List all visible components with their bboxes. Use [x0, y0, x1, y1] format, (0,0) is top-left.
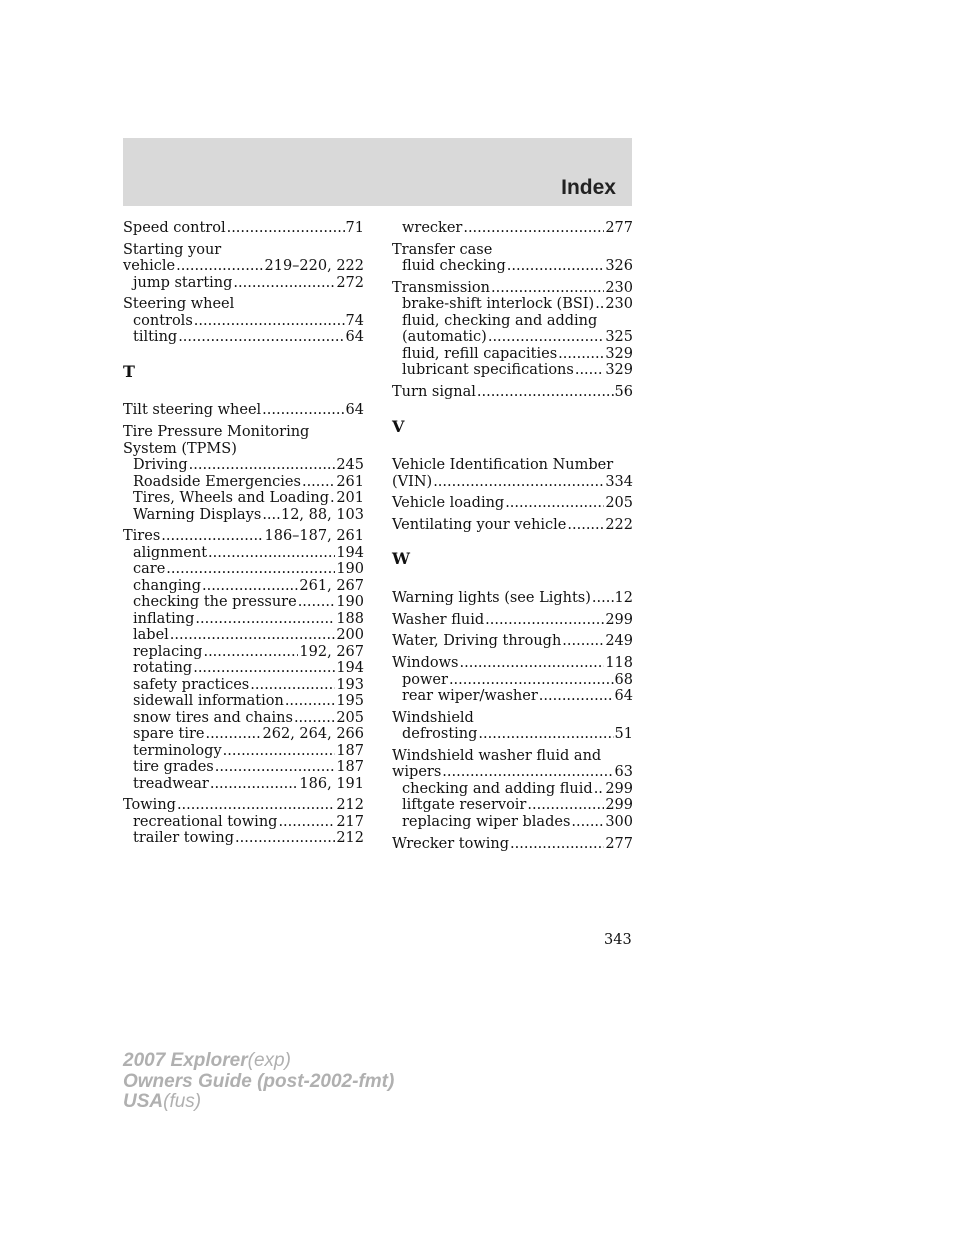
index-entry	[392, 590, 633, 607]
index-row	[392, 633, 633, 650]
entry-label: alignment	[133, 544, 208, 561]
index-row	[392, 612, 633, 629]
index-row	[392, 655, 633, 672]
index-entry	[392, 495, 633, 512]
index-row	[123, 797, 364, 814]
footer-model-code: (exp)	[247, 1050, 291, 1071]
index-subentry	[123, 776, 364, 793]
dot-leader	[527, 797, 604, 814]
index-subentry	[392, 672, 633, 689]
index-entry	[392, 710, 633, 743]
entry-page-ref: 329	[605, 362, 633, 379]
entry-label: (VIN)	[392, 473, 433, 490]
footer-line-1	[123, 1051, 394, 1072]
entry-label: brake-shift interlock (BSI)	[402, 296, 595, 313]
index-subentry	[123, 677, 364, 694]
dot-leader	[594, 781, 605, 798]
entry-label: care	[133, 561, 166, 578]
entry-label: tilting	[133, 329, 178, 346]
entry-label: Wrecker towing	[392, 835, 510, 852]
dot-leader	[463, 220, 604, 237]
dot-leader	[507, 258, 605, 275]
index-row	[392, 280, 633, 297]
entry-label: vehicle	[123, 258, 176, 275]
dot-leader	[210, 776, 299, 793]
entry-page-ref: 64	[345, 329, 364, 346]
index-entry	[123, 424, 364, 523]
index-subentry	[123, 594, 364, 611]
entry-page-ref: 212	[336, 797, 364, 814]
index-row	[123, 402, 364, 419]
entry-label: rotating	[133, 660, 193, 677]
dot-leader	[250, 677, 335, 694]
index-subentry	[123, 710, 364, 727]
entry-label: treadwear	[133, 775, 209, 792]
index-entry	[392, 748, 633, 831]
dot-leader	[194, 313, 345, 330]
section-title: Index	[561, 176, 616, 199]
index-column-right	[392, 220, 633, 857]
index-subentry	[392, 688, 633, 705]
index-text-line: Windshield	[392, 709, 474, 726]
entry-label: label	[133, 627, 169, 644]
dot-leader	[166, 561, 335, 578]
index-subentry	[392, 346, 633, 363]
entry-page-ref: 194	[336, 544, 364, 561]
index-row	[392, 517, 633, 534]
entry-page-ref: 190	[336, 594, 364, 611]
entry-page-ref: 217	[336, 813, 364, 830]
entry-page-ref: 219–220, 222	[264, 258, 364, 275]
index-entry	[123, 528, 364, 792]
entry-page-ref: 326	[605, 258, 633, 275]
entry-page-ref: 212	[336, 830, 364, 847]
index-entry	[392, 280, 633, 379]
index-entry	[392, 517, 633, 534]
entry-label: snow tires and chains	[133, 709, 293, 726]
entry-label: spare tire	[133, 726, 205, 743]
entry-label: fluid checking	[402, 258, 506, 275]
entry-page-ref: 71	[345, 220, 364, 236]
index-entry	[392, 655, 633, 705]
footer	[123, 1051, 394, 1113]
dot-leader	[330, 490, 335, 507]
index-subentry	[123, 329, 364, 346]
index-column-left	[123, 220, 364, 852]
entry-page-ref: 12	[614, 589, 633, 606]
index-row	[123, 258, 364, 275]
entry-page-ref: 64	[614, 688, 633, 704]
dot-leader	[558, 346, 604, 363]
entry-label: controls	[133, 312, 193, 329]
index-entry	[392, 384, 633, 401]
dot-leader	[193, 660, 335, 677]
entry-label: jump starting	[133, 274, 233, 291]
footer-line-2	[123, 1072, 394, 1093]
entry-page-ref: 187	[336, 742, 364, 759]
index-entry	[392, 457, 633, 490]
index-subentry	[123, 830, 364, 847]
index-entry	[123, 402, 364, 419]
index-subentry	[123, 490, 364, 507]
entry-label: safety practices	[133, 676, 250, 693]
entry-label: Speed control	[123, 220, 226, 236]
entry-label: checking the pressure	[133, 594, 297, 611]
entry-label: Tires	[123, 528, 161, 545]
dot-leader	[294, 710, 335, 727]
entry-label: tire grades	[133, 759, 214, 776]
dot-leader	[571, 814, 604, 831]
entry-page-ref: 193	[336, 676, 364, 693]
dot-leader	[227, 220, 345, 237]
index-entry	[123, 220, 364, 237]
entry-label: sidewall information	[133, 693, 284, 710]
index-row	[392, 836, 633, 853]
section-letter: W	[392, 549, 410, 569]
dot-leader	[278, 814, 335, 831]
index-subentry	[392, 814, 633, 831]
entry-page-ref: 64	[345, 402, 364, 419]
entry-page-ref: 230	[605, 296, 633, 313]
entry-label: Warning Displays	[133, 506, 262, 523]
index-subentry	[123, 726, 364, 743]
index-text-line: Transfer case	[392, 241, 493, 258]
section-letter: V	[392, 416, 405, 436]
index-subentry	[123, 627, 364, 644]
dot-leader	[223, 743, 336, 760]
entry-label: checking and adding fluid	[402, 780, 593, 797]
index-row	[392, 384, 633, 401]
index-subentry	[123, 611, 364, 628]
entry-label: wrecker	[402, 220, 463, 236]
entry-page-ref: 12, 88, 103	[280, 506, 364, 523]
index-row	[392, 495, 633, 512]
index-subentry	[123, 814, 364, 831]
dot-leader	[262, 402, 344, 419]
index-row	[123, 528, 364, 545]
dot-leader	[170, 627, 336, 644]
entry-page-ref: 299	[605, 780, 633, 797]
dot-leader	[460, 655, 605, 672]
index-subentry	[392, 329, 633, 346]
entry-label: power	[402, 671, 448, 688]
entry-label: inflating	[133, 610, 195, 627]
dot-leader	[202, 578, 298, 595]
header-band	[123, 138, 632, 206]
entry-page-ref: 249	[605, 633, 633, 650]
dot-leader	[176, 258, 263, 275]
index-text-line: Steering wheel	[123, 296, 235, 313]
entry-page-ref: 334	[605, 473, 633, 490]
index-subentry	[123, 545, 364, 562]
index-subentry	[123, 644, 364, 661]
index-entry	[392, 242, 633, 275]
index-subentry	[392, 258, 633, 275]
entry-label: recreational towing	[133, 813, 278, 830]
entry-label: fluid, refill capacities	[402, 345, 558, 362]
entry-label: (automatic)	[402, 329, 487, 346]
index-entry	[392, 612, 633, 629]
entry-page-ref: 118	[605, 655, 633, 671]
entry-label: Towing	[123, 797, 176, 814]
dot-leader	[215, 759, 336, 776]
dot-leader	[539, 688, 614, 705]
dot-leader	[433, 474, 604, 491]
index-subentry	[123, 693, 364, 710]
entry-label: Ventilating your vehicle	[392, 516, 567, 533]
entry-label: rear wiper/washer	[402, 688, 538, 704]
dot-leader	[233, 275, 335, 292]
dot-leader	[195, 611, 335, 628]
index-row	[123, 220, 364, 237]
index-row	[392, 764, 633, 781]
index-subentry	[123, 660, 364, 677]
entry-label: Tires, Wheels and Loading	[133, 490, 329, 507]
entry-page-ref: 299	[605, 797, 633, 814]
entry-page-ref: 299	[605, 611, 633, 628]
index-subentry	[123, 743, 364, 760]
dot-leader	[235, 830, 335, 847]
dot-leader	[449, 672, 614, 689]
entry-label: replacing	[133, 643, 203, 660]
entry-page-ref: 187	[336, 759, 364, 776]
entry-page-ref: 192, 267	[299, 643, 364, 660]
index-subentry	[123, 759, 364, 776]
index-subentry	[123, 474, 364, 491]
dot-leader	[189, 457, 336, 474]
index-subentry	[123, 457, 364, 474]
entry-label: terminology	[133, 742, 222, 759]
index-subentry	[392, 362, 633, 379]
dot-leader	[478, 726, 613, 743]
entry-label: Vehicle loading	[392, 495, 505, 512]
dot-leader	[298, 594, 336, 611]
entry-page-ref: 261	[336, 473, 364, 490]
entry-label: wipers	[392, 764, 442, 781]
index-subentry	[123, 507, 364, 524]
dot-leader	[178, 329, 344, 346]
index-row	[392, 474, 633, 491]
footer-model: 2007 Explorer	[123, 1050, 248, 1071]
index-text-line: fluid, checking and adding	[402, 312, 598, 329]
entry-page-ref: 63	[614, 764, 633, 781]
entry-label: lubricant specifications	[402, 362, 574, 379]
entry-page-ref: 245	[336, 457, 364, 474]
index-entry	[123, 296, 364, 346]
index-subentry	[392, 296, 633, 313]
entry-page-ref: 190	[336, 561, 364, 578]
entry-page-ref: 205	[336, 709, 364, 726]
dot-leader	[567, 517, 604, 534]
index-entry	[392, 836, 633, 853]
dot-leader	[285, 693, 335, 710]
entry-label: Roadside Emergencies	[133, 473, 301, 490]
dot-leader	[302, 474, 335, 491]
entry-page-ref: 262, 264, 266	[262, 726, 364, 743]
entry-page-ref: 222	[605, 516, 633, 533]
entry-label: trailer towing	[133, 830, 235, 847]
entry-label: Driving	[133, 457, 188, 474]
dot-leader	[205, 726, 261, 743]
entry-label: liftgate reservoir	[402, 797, 527, 814]
entry-page-ref: 205	[605, 495, 633, 512]
index-row	[392, 590, 633, 607]
index-entry	[392, 220, 633, 237]
index-subentry	[392, 781, 633, 798]
entry-page-ref: 201	[336, 490, 364, 507]
dot-leader	[595, 296, 604, 313]
index-text-line: Starting your	[123, 241, 222, 258]
index-subentry	[392, 220, 633, 237]
dot-leader	[208, 545, 335, 562]
dot-leader	[488, 329, 604, 346]
entry-label: Turn signal	[392, 384, 476, 401]
entry-page-ref: 194	[336, 660, 364, 677]
footer-line-3	[123, 1092, 394, 1113]
entry-label: Water, Driving through	[392, 633, 562, 650]
section-letter: T	[123, 361, 135, 381]
entry-page-ref: 56	[614, 384, 633, 401]
dot-leader	[510, 836, 604, 853]
index-subentry	[123, 275, 364, 292]
dot-leader	[203, 644, 298, 661]
entry-label: Windows	[392, 655, 459, 671]
footer-guide: Owners Guide (post-2002-fmt)	[123, 1070, 395, 1092]
entry-label: Washer fluid	[392, 611, 485, 628]
index-text-line: Tire Pressure Monitoring	[123, 424, 310, 441]
entry-label: defrosting	[402, 726, 478, 743]
index-entry	[392, 633, 633, 650]
entry-label: Tilt steering wheel	[123, 402, 262, 419]
index-entry	[123, 797, 364, 847]
dot-leader	[177, 797, 335, 814]
index-text-line: Windshield washer fluid and	[392, 747, 602, 764]
entry-page-ref: 200	[336, 627, 364, 644]
entry-page-ref: 261, 267	[299, 577, 364, 594]
dot-leader	[477, 384, 614, 401]
entry-page-ref: 74	[345, 312, 364, 329]
entry-page-ref: 300	[605, 813, 633, 830]
index-text-line: Vehicle Identification Number	[392, 457, 614, 474]
entry-page-ref: 325	[605, 329, 633, 346]
page-number: 343	[604, 932, 632, 948]
entry-page-ref: 195	[336, 693, 364, 710]
footer-market-code: (fus)	[163, 1091, 202, 1112]
entry-label: Transmission	[392, 279, 491, 296]
dot-leader	[592, 590, 614, 607]
dot-leader	[575, 362, 604, 379]
index-text-line: System (TPMS)	[123, 440, 237, 457]
index-subentry	[123, 313, 364, 330]
dot-leader	[505, 495, 604, 512]
entry-label: Warning lights (see Lights)	[392, 589, 591, 606]
entry-label: changing	[133, 577, 201, 594]
footer-market: USA	[123, 1091, 164, 1112]
entry-page-ref: 186, 191	[299, 775, 364, 792]
dot-leader	[161, 528, 263, 545]
dot-leader	[485, 612, 604, 629]
entry-page-ref: 51	[614, 726, 633, 743]
dot-leader	[562, 633, 604, 650]
entry-page-ref: 277	[605, 220, 633, 236]
entry-page-ref: 68	[614, 671, 633, 688]
index-subentry	[392, 726, 633, 743]
entry-page-ref: 277	[605, 835, 633, 852]
entry-page-ref: 272	[336, 274, 364, 291]
index-entry	[123, 242, 364, 292]
entry-page-ref: 230	[605, 279, 633, 296]
index-subentry	[392, 797, 633, 814]
index-subentry	[123, 561, 364, 578]
entry-page-ref: 186–187, 261	[264, 528, 364, 545]
dot-leader	[262, 507, 280, 524]
dot-leader	[442, 764, 613, 781]
entry-page-ref: 188	[336, 610, 364, 627]
dot-leader	[491, 280, 604, 297]
entry-page-ref: 329	[605, 345, 633, 362]
index-subentry	[123, 578, 364, 595]
entry-label: replacing wiper blades	[402, 813, 571, 830]
